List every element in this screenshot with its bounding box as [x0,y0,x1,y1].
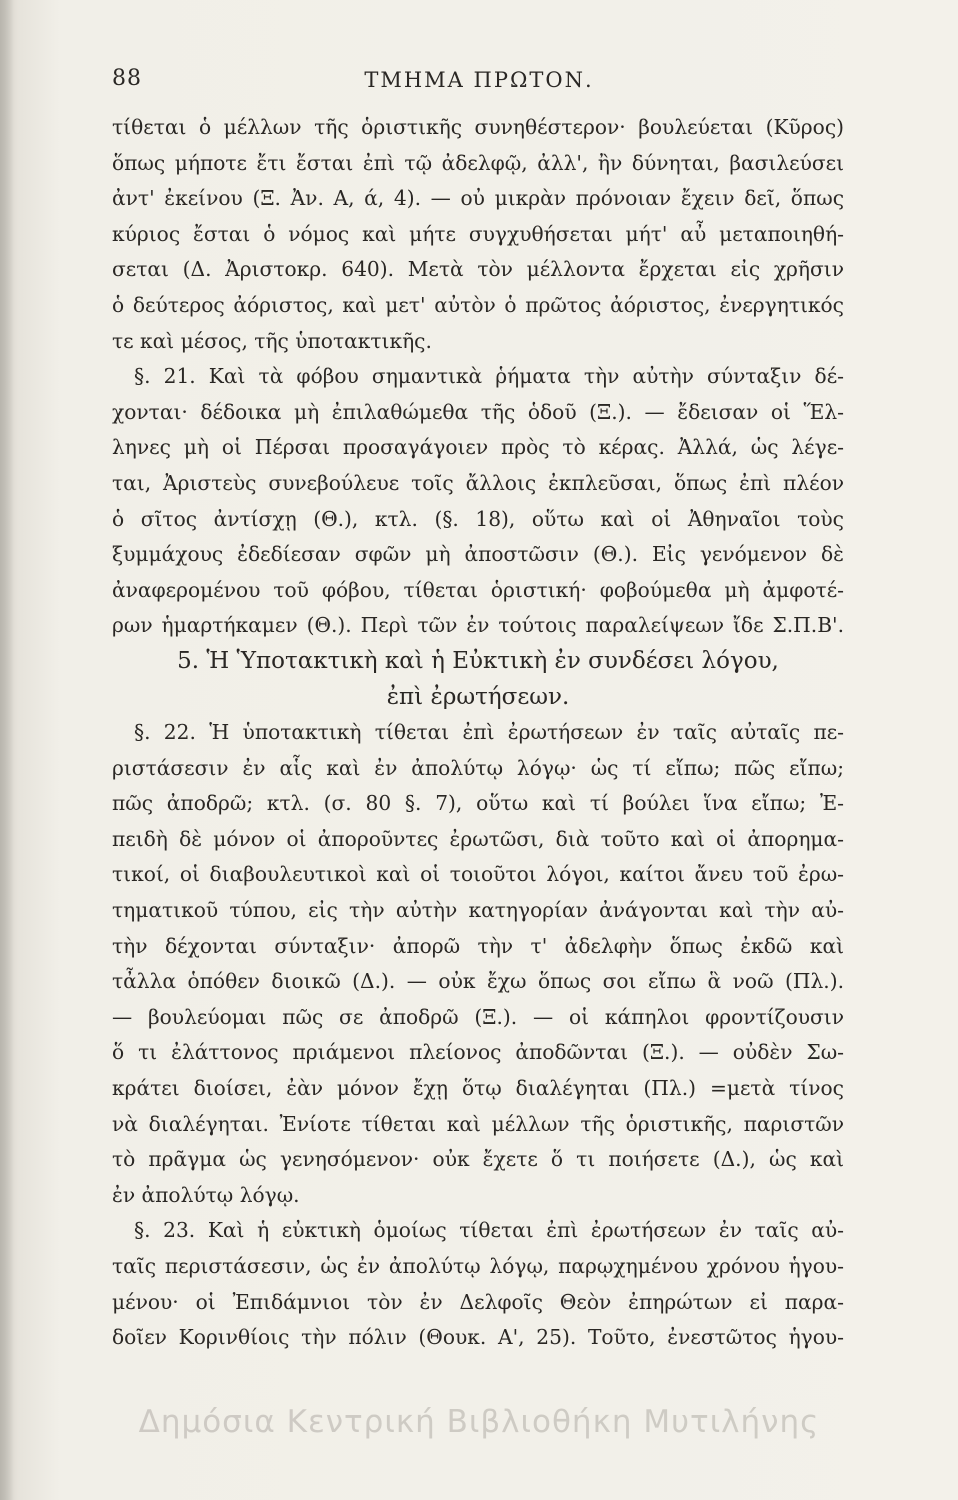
text-line: νὰ διαλέγηται. Ἐνίοτε τίθεται καὶ μέλλων τῆς ὁριστικῆς, παριστῶν [112,1111,844,1136]
text-line: ὁ σῖτος ἀντίσχῃ (Θ.), κτλ. (§. 18), οὕτω καὶ οἱ Ἀθηναῖοι τοὺς [112,506,844,531]
page-number: 88 [112,66,142,91]
body-text [112,110,844,1356]
text-line: κράτει διοίσει, ἐὰν μόνον ἔχῃ ὅτῳ διαλέγηται (Πλ.) =μετὰ τίνος [112,1076,844,1101]
text-line: — βουλεύομαι πῶς σε ἀποδρῶ (Ξ.). — οἱ κάπηλοι φροντίζουσιν [112,1004,844,1029]
page-header [112,66,846,100]
text-line: ὁ δεύτερος ἀόριστος, καὶ μετ' αὐτὸν ὁ πρῶτος ἀόριστος, ἐνεργητικός [112,292,844,317]
text-line: ριστάσεσιν ἐν αἷς καὶ ἐν ἀπολύτῳ λόγῳ· ὡς τί εἴπω; πῶς εἴπω; [112,755,844,780]
text-line: πῶς ἀποδρῶ; κτλ. (σ. 80 §. 7), οὕτω καὶ τί βούλει ἵνα εἴπω; Ἐ- [112,791,844,816]
text-line: τίθεται ὁ μέλλων τῆς ὁριστικῆς συνηθέστερον· βουλεύεται (Κῦρος) [112,115,844,139]
section-22-start: §. 22. Ἡ ὑποτακτικὴ τίθεται ἐπὶ ἐρωτήσεων ἐν ταῖς αὐταῖς πε- [134,720,844,745]
text-line: ἀντ' ἐκείνου (Ξ. Ἀν. Α, ά, 4). — οὐ μικρὰν πρόνοιαν ἔχειν δεῖ, ὅπως [112,186,844,211]
section-heading: 5. Ἡ Ὑποτακτικὴ καὶ ἡ Εὐκτικὴ ἐν συνδέσει λόγου, [177,647,779,674]
text-line: ἐν ἀπολύτῳ λόγῳ. [112,1182,300,1207]
text-line: χονται· δέδοικα μὴ ἐπιλαθώμεθα τῆς ὁδοῦ (Ξ.). — ἔδεισαν οἱ Ἕλ- [112,399,844,424]
text-line: ἀναφερομένου τοῦ φόβου, τίθεται ὁριστική· φοβούμεθα μὴ ἀμφοτέ- [112,577,844,602]
section-23-start: §. 23. Καὶ ἡ εὐκτικὴ ὁμοίως τίθεται ἐπὶ ἐρωτήσεων ἐν ταῖς αὐ- [134,1218,844,1243]
text-line: ληνες μὴ οἱ Πέρσαι προσαγάγοιεν πρὸς τὸ κέρας. Ἀλλά, ὡς λέγε- [112,435,844,460]
text-line: ὅπως μήποτε ἔτι ἔσται ἐπὶ τῷ ἀδελφῷ, ἀλλ', ἢν δύνηται, βασιλεύσει [112,150,844,175]
library-watermark: Δημόσια Κεντρική Βιβλιοθήκη Μυτιλήνης [138,1404,820,1440]
text-line: τε καὶ μέσος, τῆς ὑποτακτικῆς. [112,328,432,353]
text-line: τὸ πρᾶγμα ὡς γενησόμενον· οὐκ ἔχετε ὅ τι ποιήσετε (Δ.), ὡς καὶ [112,1147,844,1172]
text-line: σεται (Δ. Ἀριστοκρ. 640). Μετὰ τὸν μέλλοντα ἔρχεται εἰς χρῆσιν [112,257,844,282]
text-line: ὅ τι ἐλάττονος πριάμενοι πλείονος ἀποδῶνται (Ξ.). — οὐδὲν Σω- [112,1040,844,1065]
text-line: ταῖς περιστάσεσιν, ὡς ἐν ἀπολύτῳ λόγῳ, παρῳχημένου χρόνου ἡγου- [112,1254,844,1278]
text-line: τὴν δέχονται σύνταξιν· ἀπορῶ τὴν τ' ἀδελφὴν ὅπως ἐκδῶ καὶ [112,933,844,958]
text-line: τηματικοῦ τύπου, εἰς τὴν αὐτὴν κατηγορίαν ἀνάγονται καὶ τὴν αὐ- [112,898,844,923]
text-line: δοῖεν Κορινθίοις τὴν πόλιν (Θουκ. Α', 25). Τοῦτο, ἐνεστῶτος ἡγου- [112,1325,844,1350]
text-line: ξυμμάχους ἐδεδίεσαν σφῶν μὴ ἀποστῶσιν (Θ.). Εἰς γενόμενον δὲ [112,542,844,567]
text-line: κύριος ἔσται ὁ νόμος καὶ μήτε συγχυθήσεται μήτ' αὖ μεταποιηθή- [112,221,844,246]
text-line: μένου· οἱ Ἐπιδάμνιοι τὸν ἐν Δελφοῖς Θεὸν ἐπηρώτων εἰ παρα- [112,1289,844,1314]
running-head: ΤΜΗΜΑ ΠΡΩΤΟΝ. [364,68,594,92]
text-line: πειδὴ δὲ μόνον οἱ ἀποροῦντες ἐρωτῶσι, διὰ τοῦτο καὶ οἱ ἀπορημα- [112,826,844,851]
section-21-start: §. 21. Καὶ τὰ φόβου σημαντικὰ ῥήματα τὴν αὐτὴν σύνταξιν δέ- [134,364,844,389]
binding-shadow [0,0,14,1500]
text-line: ται, Ἀριστεὺς συνεβούλευε τοῖς ἄλλοις ἐκπλεῦσαι, ὅπως ἐπὶ πλέον [112,470,844,495]
text-line: τἆλλα ὁπόθεν διοικῶ (Δ.). — οὐκ ἔχω ὅπως σοι εἴπω ἃ νοῶ (Πλ.). [112,969,844,994]
section-heading-continued: ἐπὶ ἐρωτήσεων. [386,683,570,710]
text-line: τικοί, οἱ διαβουλευτικοὶ καὶ οἱ τοιοῦτοι λόγοι, καίτοι ἄνευ τοῦ ἐρω- [112,862,844,887]
text-line: ρων ἡμαρτήκαμεν (Θ.). Περὶ τῶν ἐν τούτοις παραλείψεων ἴδε Σ.Π.Β'. [112,613,844,638]
